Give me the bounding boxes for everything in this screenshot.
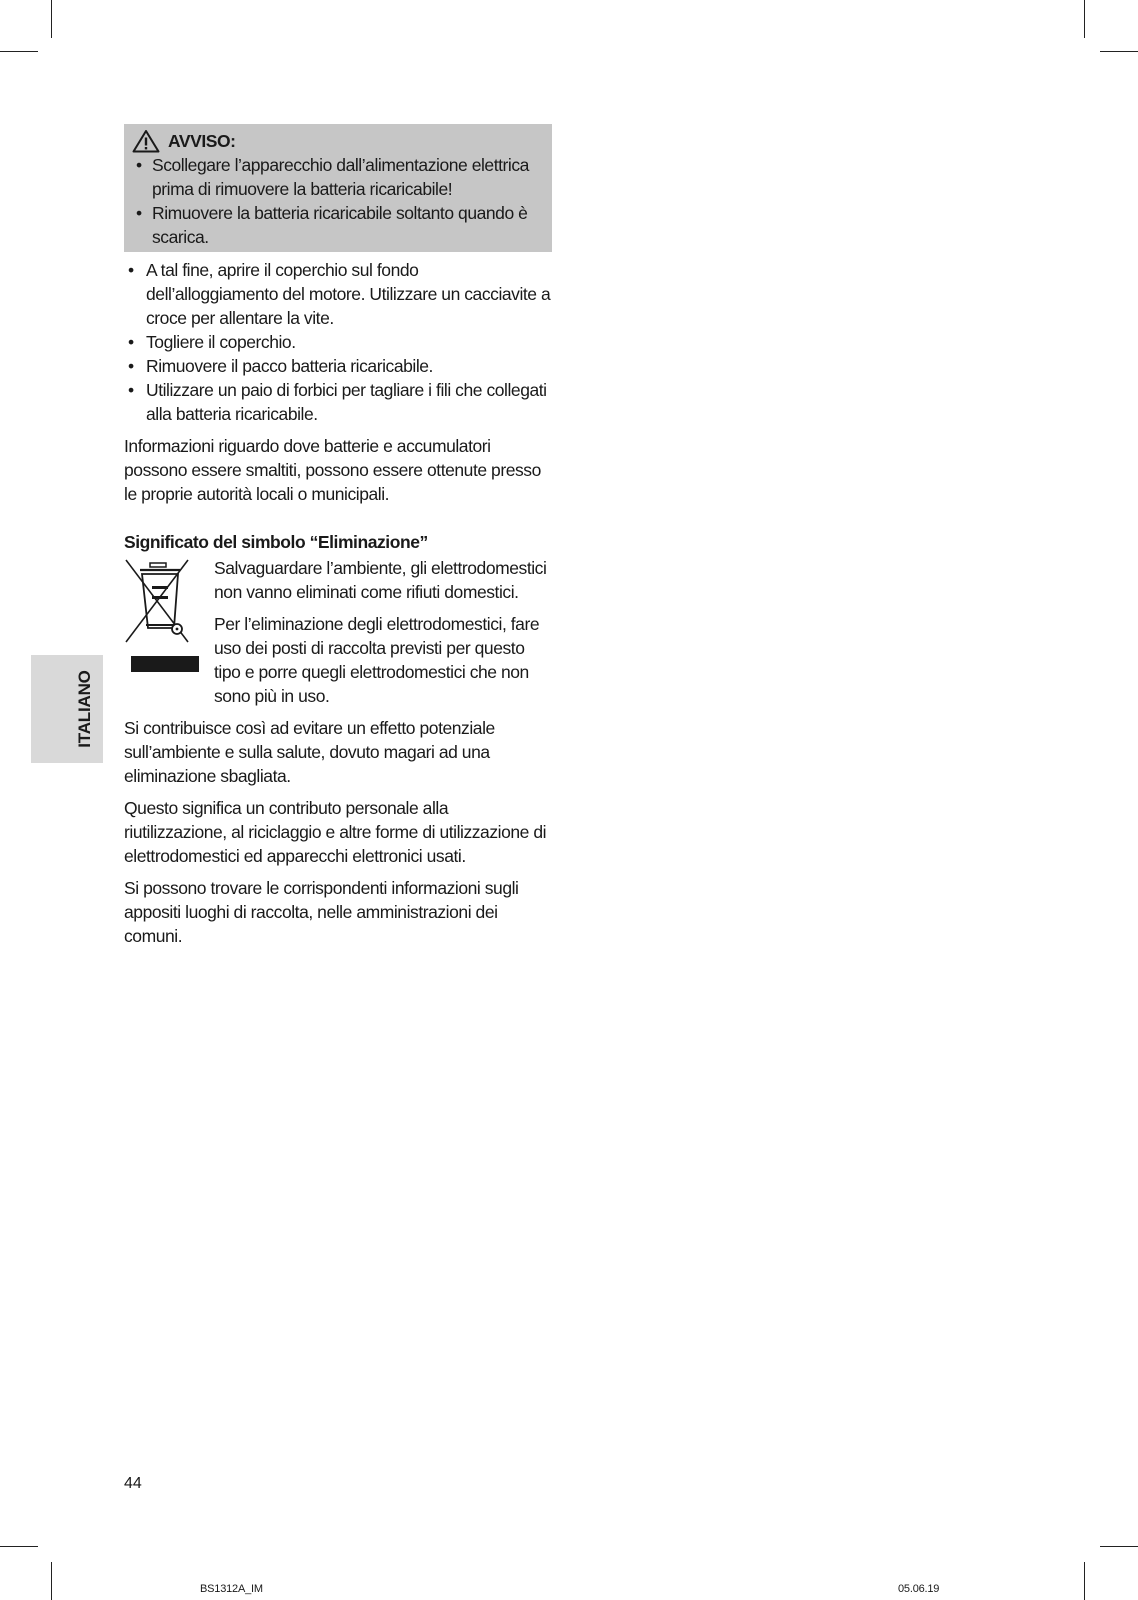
list-item: • Scollegare l’apparecchio dall’alimentazione elettrica prima di rimuovere la batteria ricaricabile! [132, 153, 542, 201]
crop-mark [1100, 51, 1138, 52]
page-number: 44 [124, 1475, 142, 1492]
warning-box [124, 124, 552, 252]
disposal-heading: Significato del simbolo “Eliminazione” [124, 532, 428, 552]
weee-paragraph: Per l’eliminazione degli elettrodomestici, fare uso dei posti di raccolta previsti per questo tipo e porre quegli elettrodomestici che non sono più in uso. [214, 614, 540, 706]
weee-block [124, 556, 552, 708]
crossed-out-wheelie-bin-icon [124, 558, 196, 644]
weee-text [214, 556, 552, 708]
disposal-paragraph: Si possono trovare le corrispondenti informazioni sugli appositi luoghi di raccolta, nelle amministrazioni dei comuni. [124, 878, 519, 946]
warning-title: AVVISO: [168, 131, 236, 151]
crop-mark [1100, 1546, 1138, 1547]
list-item: • Utilizzare un paio di forbici per tagliare i fili che collegati alla batteria ricaricabile. [124, 378, 552, 426]
crop-mark [1084, 0, 1085, 38]
language-tab-label: ITALIANO [75, 670, 94, 748]
crop-mark [51, 1562, 52, 1600]
content-column [124, 124, 552, 948]
crop-mark [0, 1546, 38, 1547]
list-item: • Rimuovere la batteria ricaricabile soltanto quando è scarica. [132, 201, 542, 249]
list-item: • Rimuovere il pacco batteria ricaricabile. [124, 354, 552, 378]
weee-figure [124, 556, 214, 708]
weee-paragraph: Salvaguardare l’ambiente, gli elettrodomestici non vanno eliminati come rifiuti domestici. [214, 558, 547, 602]
disposal-paragraph: Si contribuisce così ad evitare un effetto potenziale sull’ambiente e sulla salute, dovuto magari ad una eliminazione sbagliata. [124, 718, 495, 786]
warning-heading [132, 129, 542, 153]
disposal-paragraph: Questo significa un contributo personale alla riutilizzazione, al riciclaggio e altre forme di utilizzazione di elettrodomestici ed apparecchi elettronici usati. [124, 798, 547, 866]
weee-bar [131, 656, 199, 672]
crop-mark [1084, 1562, 1085, 1600]
footer-doc-code: BS1312A_IM [200, 1583, 263, 1595]
warning-list [132, 153, 542, 249]
list-item: • Togliere il coperchio. [124, 330, 552, 354]
steps-list [124, 258, 552, 426]
footer-date: 05.06.19 [898, 1583, 940, 1595]
crop-mark [0, 51, 38, 52]
crop-mark [51, 0, 52, 38]
info-paragraph: Informazioni riguardo dove batterie e accumulatori possono essere smaltiti, possono essere ottenute presso le proprie autorità locali o municipali. [124, 436, 541, 504]
warning-triangle-icon [132, 129, 160, 153]
list-item: • A tal fine, aprire il coperchio sul fondo dell’alloggiamento del motore. Utilizzare un cacciavite a croce per allentare la vite. [124, 258, 552, 330]
